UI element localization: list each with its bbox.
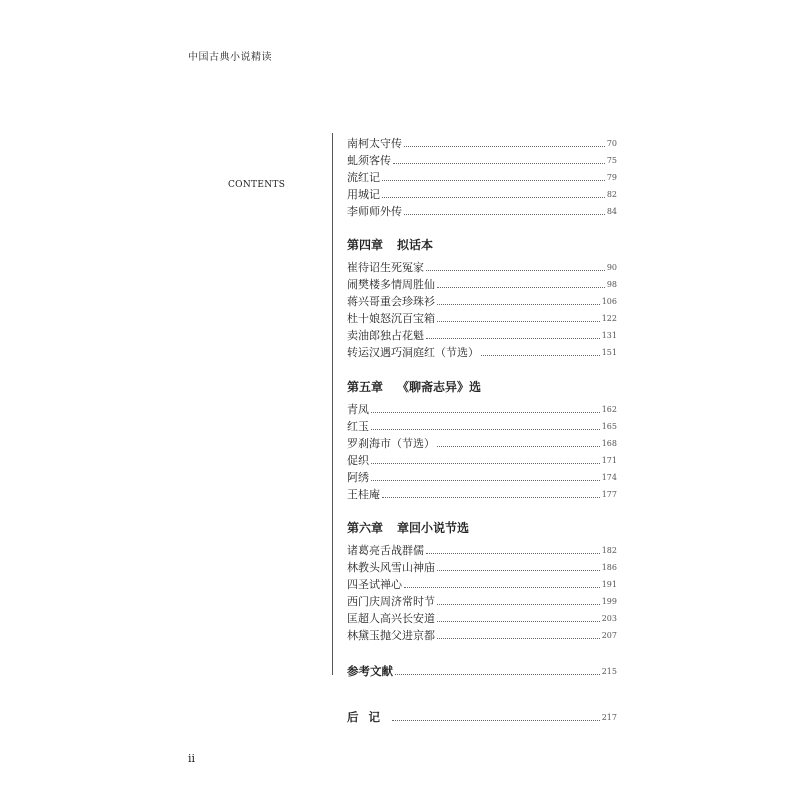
toc-entry[interactable] [347,276,617,293]
toc-entry[interactable] [347,344,617,361]
entry-page: 199 [601,597,617,606]
entry-title: 南柯太守传 [347,137,402,150]
toc-entry[interactable] [347,610,617,627]
toc-entry[interactable] [347,259,617,276]
leader-dots [392,720,600,721]
leader-dots [481,355,600,356]
entry-page: 217 [601,713,617,722]
leader-dots [437,621,600,622]
leader-dots [382,497,600,498]
toc-entry[interactable] [347,293,617,310]
entry-page: 75 [606,156,617,165]
entry-title: 蒋兴哥重会珍珠衫 [347,295,435,308]
toc-entry[interactable] [347,186,617,203]
chapter-heading [347,378,481,395]
leader-dots [382,197,605,198]
toc-entry[interactable] [347,310,617,327]
toc-entry[interactable] [347,542,617,559]
toc-entry[interactable] [347,418,617,435]
leader-dots [437,304,600,305]
leader-dots [404,146,605,147]
entry-page: 186 [601,563,617,572]
entry-page: 177 [601,490,617,499]
toc-entry[interactable] [347,169,617,186]
toc-entry[interactable] [347,152,617,169]
leader-dots [437,570,600,571]
toc-entry[interactable] [347,135,617,152]
entry-title: 崔待诏生死冤家 [347,261,424,274]
entry-title: 罗刹海市（节选） [347,437,435,450]
toc-entry-postscript[interactable] [347,709,617,726]
entry-page: 70 [606,139,617,148]
running-header: 中国古典小说精读 [188,52,272,63]
entry-title: 转运汉遇巧洞庭红（节选） [347,346,479,359]
entry-title: 林教头风雪山神庙 [347,561,435,574]
entry-page: 207 [601,631,617,640]
entry-page: 174 [601,473,617,482]
entry-title: 红玉 [347,420,369,433]
chapter-name: 拟话本 [397,238,434,252]
entry-title: 青凤 [347,403,369,416]
entry-page: 182 [601,546,617,555]
leader-dots [437,287,605,288]
toc-entry[interactable] [347,627,617,644]
leader-dots [426,270,605,271]
leader-dots [437,638,600,639]
entry-page: 98 [606,280,617,289]
entry-title: 用城记 [347,188,380,201]
entry-page: 122 [601,314,617,323]
chapter-number: 第六章 [347,521,384,535]
leader-dots [437,321,600,322]
entry-page: 215 [601,667,617,676]
entry-title: 西门庆周济常时节 [347,595,435,608]
toc-entry[interactable] [347,327,617,344]
chapter-number: 第五章 [347,380,384,394]
vertical-divider [332,133,333,675]
entry-title: 卖油郎独占花魁 [347,329,424,342]
entry-title: 诸葛亮舌战群儒 [347,544,424,557]
toc-entry[interactable] [347,486,617,503]
chapter-heading [347,236,433,253]
toc-entry[interactable] [347,593,617,610]
chapter-heading [347,519,469,536]
toc-entry[interactable] [347,401,617,418]
entry-title: 促织 [347,454,369,467]
entry-title: 闹樊楼多情周胜仙 [347,278,435,291]
entry-title: 林黛玉抛父进京都 [347,629,435,642]
leader-dots [371,429,600,430]
entry-page: 84 [606,207,617,216]
entry-title: 后记 [347,710,390,724]
leader-dots [382,180,605,181]
entry-page: 165 [601,422,617,431]
entry-title: 流红记 [347,171,380,184]
toc-entry[interactable] [347,559,617,576]
entry-title: 王桂庵 [347,488,380,501]
entry-page: 203 [601,614,617,623]
toc-entry[interactable] [347,576,617,593]
entry-page: 79 [606,173,617,182]
leader-dots [371,480,600,481]
entry-page: 168 [601,439,617,448]
entry-title: 四圣试禅心 [347,578,402,591]
leader-dots [395,674,600,675]
page-number: ii [188,752,196,765]
toc-entry-references[interactable] [347,663,617,680]
entry-page: 162 [601,405,617,414]
contents-label: CONTENTS [228,180,286,190]
leader-dots [371,463,600,464]
entry-title: 杜十娘怒沉百宝箱 [347,312,435,325]
toc-entry[interactable] [347,452,617,469]
chapter-name: 章回小说节选 [397,521,470,535]
leader-dots [371,412,600,413]
toc-entry[interactable] [347,469,617,486]
leader-dots [404,214,605,215]
entry-title: 匡超人高兴长安道 [347,612,435,625]
entry-page: 90 [606,263,617,272]
toc-entry[interactable] [347,203,617,220]
leader-dots [426,553,600,554]
entry-title: 虬须客传 [347,154,391,167]
entry-title: 参考文献 [347,664,393,678]
entry-page: 151 [601,348,617,357]
entry-page: 106 [601,297,617,306]
entry-page: 82 [606,190,617,199]
entry-page: 131 [601,331,617,340]
leader-dots [437,446,600,447]
entry-page: 191 [601,580,617,589]
entry-title: 李师师外传 [347,205,402,218]
leader-dots [404,587,600,588]
leader-dots [393,163,605,164]
toc-entry[interactable] [347,435,617,452]
chapter-name: 《聊斋志异》选 [397,380,482,394]
leader-dots [426,338,600,339]
chapter-number: 第四章 [347,238,384,252]
entry-title: 阿绣 [347,471,369,484]
leader-dots [437,604,600,605]
entry-page: 171 [601,456,617,465]
